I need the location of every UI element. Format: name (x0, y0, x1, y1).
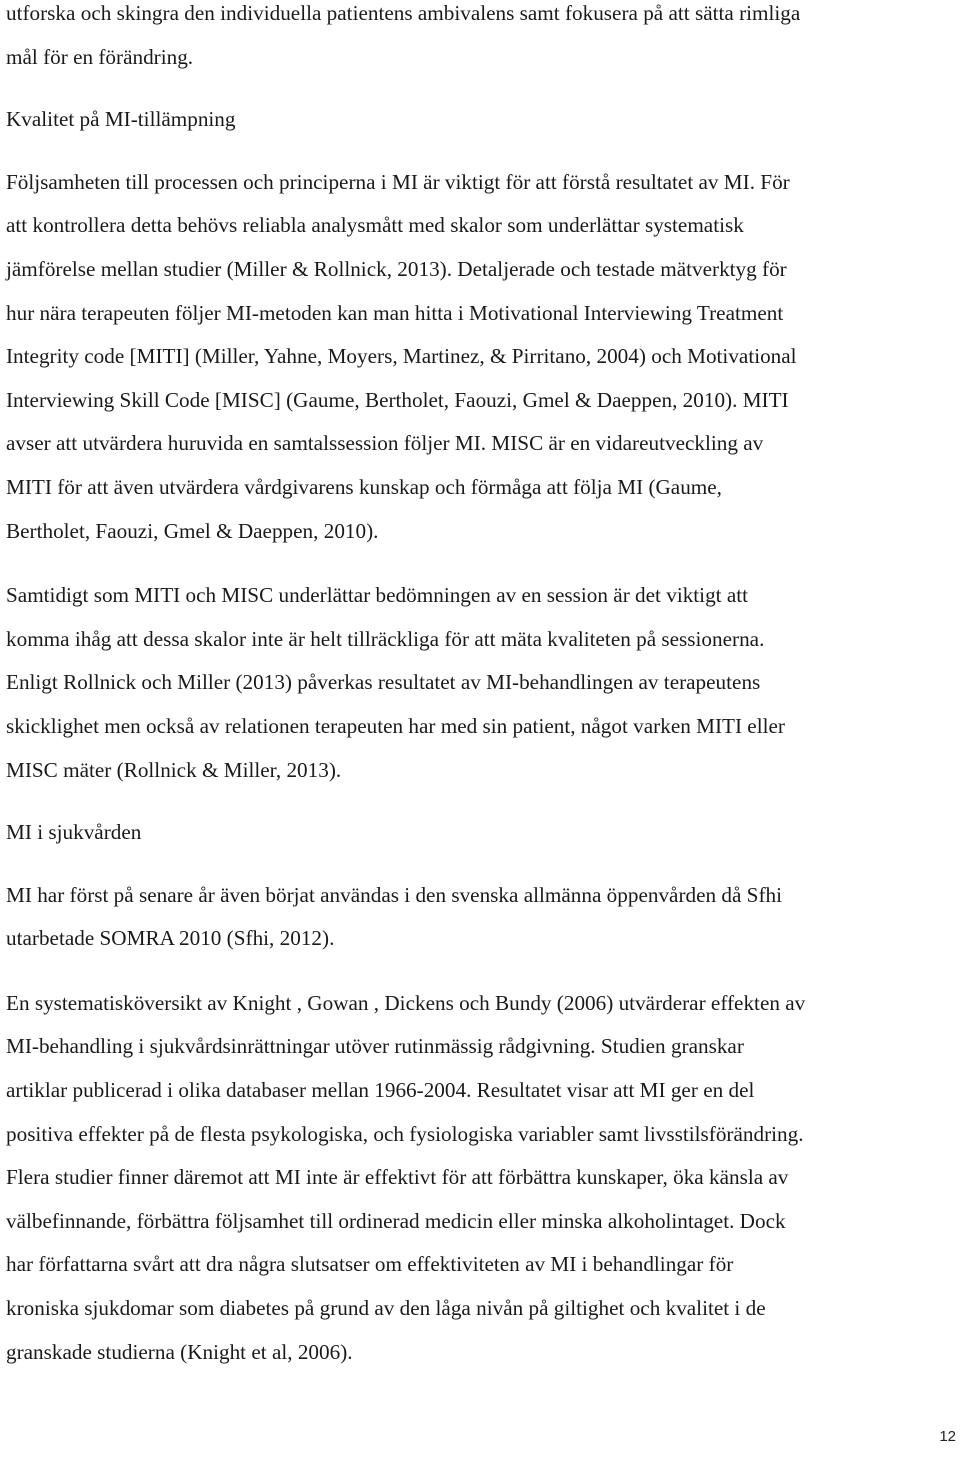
text-line: MI har först på senare år även börjat användas i den svenska allmänna öppenvården då Sfhi (6, 882, 783, 907)
text-line: En systematisköversikt av Knight , Gowan , Dickens och Bundy (2006) utvärderar effekten av (6, 990, 806, 1015)
text-line: kroniska sjukdomar som diabetes på grund av den låga nivån på giltighet och kvalitet i de (6, 1296, 766, 1321)
paragraph-simultaneously (6, 574, 958, 792)
text-line: jämförelse mellan studier (Miller & Rollnick, 2013). Detaljerade och testade mätverktyg för (6, 256, 787, 281)
text-line: Integrity code [MITI] (Miller, Yahne, Moyers, Martinez, & Pirritano, 2004) och Motivational (6, 344, 797, 369)
text-line: avser att utvärdera huruvida en samtalssession följer MI. MISC är en vidareutveckling av (6, 431, 764, 456)
page-number: 12 (939, 1428, 956, 1445)
text-line: utforska och skingra den individuella patientens ambivalens samt fokusera på att sätta rimliga (6, 1, 801, 25)
text-line: Följsamheten till processen och principerna i MI är viktigt för att förstå resultatet av MI. För (6, 169, 790, 194)
text-line: har författarna svårt att dra några slutsatser om effektiviteten av MI i behandlingar för (6, 1252, 734, 1277)
text-line: Interviewing Skill Code [MISC] (Gaume, Bertholet, Faouzi, Gmel & Daeppen, 2010). MITI (6, 387, 789, 412)
text-line: Bertholet, Faouzi, Gmel & Daeppen, 2010). (6, 518, 379, 543)
text-line: granskade studierna (Knight et al, 2006). (6, 1339, 353, 1364)
text-line: välbefinnande, förbättra följsamhet till ordinerad medicin eller minska alkoholintaget. Dock (6, 1208, 786, 1233)
paragraph-intro (6, 0, 958, 79)
text-line: att kontrollera detta behövs reliabla analysmått med skalor som underlättar systematisk (6, 213, 744, 238)
text-line: skicklighet men också av relationen terapeuten har med sin patient, något varken MITI eller (6, 713, 785, 738)
text-line: utarbetade SOMRA 2010 (Sfhi, 2012). (6, 926, 335, 951)
text-line: hur nära terapeuten följer MI-metoden kan man hitta i Motivational Interviewing Treatment (6, 300, 784, 325)
text-line: Enligt Rollnick och Miller (2013) påverkas resultatet av MI-behandlingen av terapeutens (6, 670, 761, 695)
text-line: komma ihåg att dessa skalor inte är helt tillräckliga för att mäta kvaliteten på sessionerna. (6, 626, 765, 651)
text-line: MISC mäter (Rollnick & Miller, 2013). (6, 757, 342, 782)
document-page (6, 0, 958, 1374)
paragraph-healthcare (6, 874, 958, 961)
section-heading-healthcare: MI i sjukvården (6, 820, 142, 845)
text-line: positiva effekter på de flesta psykologiska, och fysiologiska variabler samt livsstilsförändring. (6, 1121, 804, 1146)
text-line: MITI för att även utvärdera vårdgivarens kunskap och förmåga att följa MI (Gaume, (6, 474, 722, 499)
text-line: Samtidigt som MITI och MISC underlättar bedömningen av en session är det viktigt att (6, 583, 749, 608)
text-line: mål för en förändring. (6, 44, 194, 69)
section-heading-quality: Kvalitet på MI-tillämpning (6, 107, 236, 132)
text-line: artiklar publicerad i olika databaser mellan 1966-2004. Resultatet visar att MI ger en del (6, 1078, 755, 1103)
paragraph-quality (6, 161, 958, 553)
text-line: Flera studier finner däremot att MI inte är effektivt för att förbättra kunskaper, öka känsla av (6, 1165, 789, 1190)
paragraph-review (6, 982, 958, 1374)
text-line: MI-behandling i sjukvårdsinrättningar utöver rutinmässig rådgivning. Studien granskar (6, 1034, 744, 1059)
